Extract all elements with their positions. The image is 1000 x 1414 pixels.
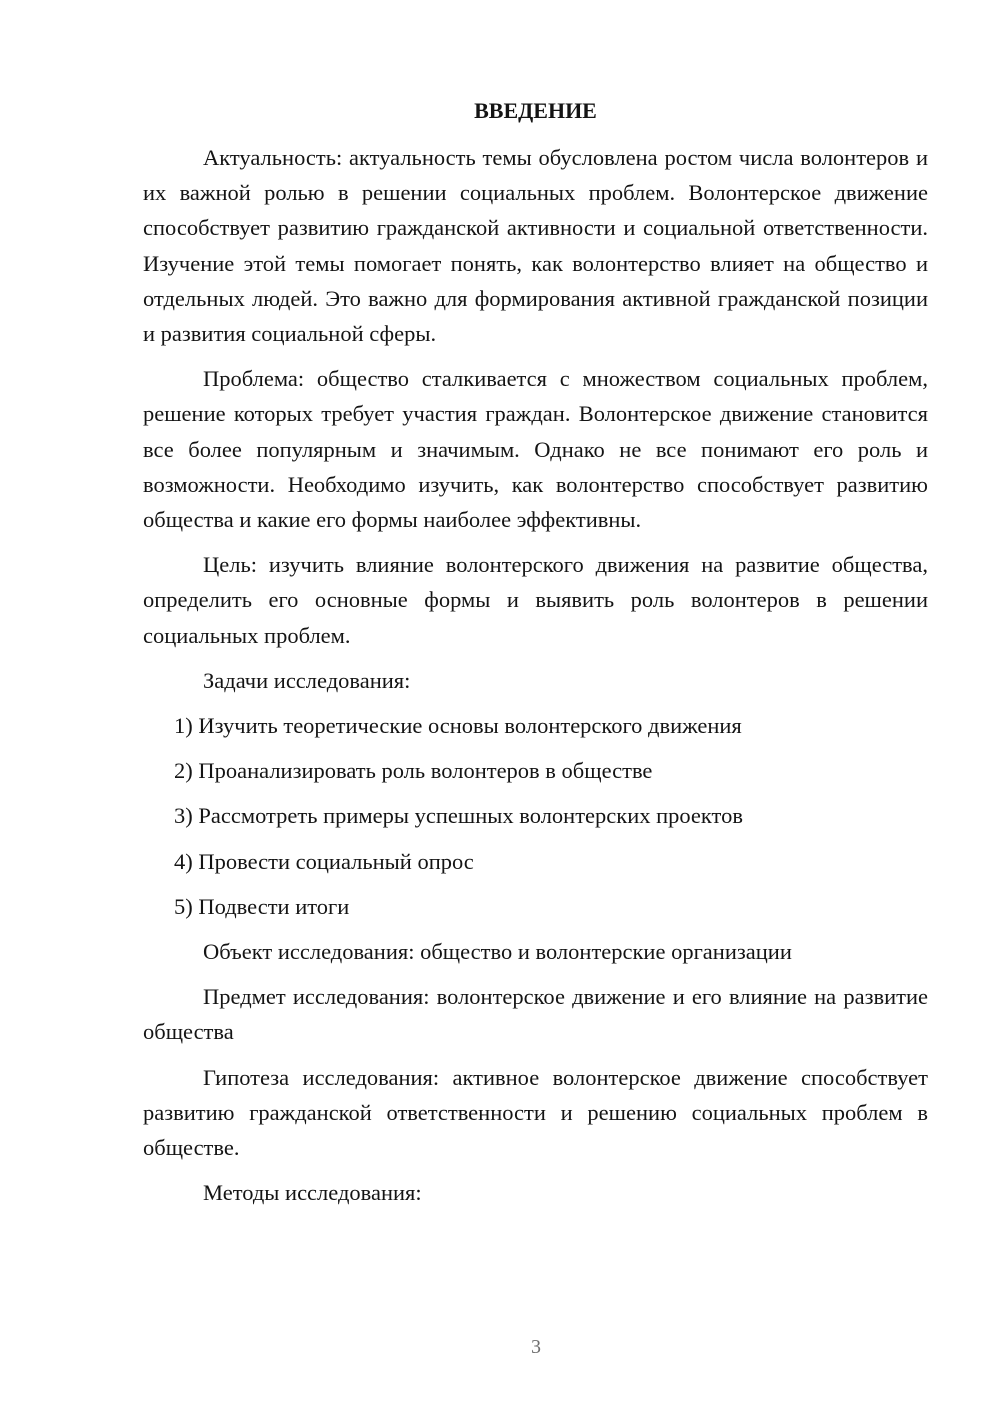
subject-paragraph: Предмет исследования: волонтерское движение и его влияние на развитие общества (143, 984, 928, 1045)
list-item: 4) Провести социальный опрос (174, 848, 474, 874)
page-number: 3 (531, 1336, 541, 1358)
relevance-paragraph: Актуальность: актуальность темы обусловлена ростом числа волонтеров и их важной ролью в решении социальных проблем. Волонтерское движение способствует развитию гражданской активности и социальной ответственности. Изучение этой темы помогает понять, как волонтерство влияет на общество и отдельных людей. Это важно для формирования активной гражданской позиции и развития социальной сферы. (143, 145, 928, 347)
section-title: ВВЕДЕНИЕ (474, 98, 597, 123)
hypothesis-paragraph: Гипотеза исследования: активное волонтерское движение способствует развитию гражданской ответственности и решению социальных проблем в обществе. (143, 1064, 928, 1161)
tasks-list (143, 708, 928, 924)
methods-heading: Методы исследования: (203, 1180, 422, 1206)
page-content (143, 94, 928, 1220)
object-paragraph: Объект исследования: общество и волонтерские организации (203, 939, 792, 965)
problem-paragraph: Проблема: общество сталкивается с множеством социальных проблем, решение которых требует участия граждан. Волонтерское движение становится все более популярным и значимым. Однако не все понимают его роль и возможности. Необходимо изучить, как волонтерство способствует развитию общества и какие его формы наиболее эффективны. (143, 366, 928, 533)
list-item: 1) Изучить теоретические основы волонтерского движения (174, 713, 742, 739)
tasks-heading: Задачи исследования: (203, 667, 411, 693)
goal-paragraph: Цель: изучить влияние волонтерского движения на развитие общества, определить его основные формы и выявить роль волонтеров в решении социальных проблем. (143, 552, 928, 648)
list-item: 5) Подвести итоги (174, 893, 350, 919)
list-item: 2) Проанализировать роль волонтеров в обществе (174, 758, 653, 784)
list-item: 3) Рассмотреть примеры успешных волонтерских проектов (174, 803, 743, 829)
